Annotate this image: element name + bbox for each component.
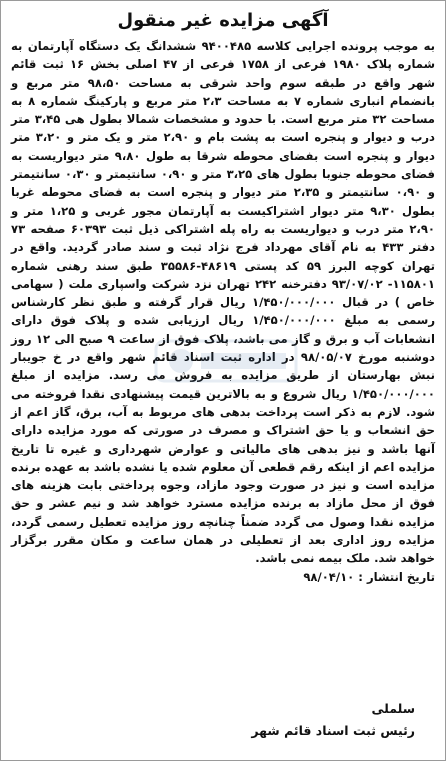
notice-body: به موجب پرونده اجرایی کلاسه ۹۴۰۰۴۸۵ ششدانگ یک دستگاه آپارتمان به شماره پلاک ۱۹۸۰ فرعی از ۱۷۵۸ فرعی از ۴۷ اصلی بخش ۱۶ ثبت قائم شهر واقع در طبقه سوم واحد شرقی به مساحت ۹۸،۵۰ متر مربع و بانضمام انباری شماره ۷ به مساحت ۲،۳ متر مربع و پارکینگ شماره ۸ به مساحت ۳۲ متر مربع است. با حدود و مشخصات شمالا بطول هی ۳،۴۵ متر درب و دیوار و پنجره است به پشت بام و ۲،۹۰ متر و یک متر و ۳،۲۰ متر دیوار و پنجره است بفضای محوطه شرقا به طول ۹،۸۰ متر دیواریست به فضای محوطه جنوبا بطول های ۳،۲۵ متر و ۰،۹۰ سانتیمتر و ۰،۳۰ سانتیمتر و ۰،۹۰ سانتیمتر و ۲،۳۵ متر دیوار و پنجره است به فضای محوطه غربا بطول ۹،۳۰ متر دیوار اشتراکیست به آپارتمان مجور غربی و ۱،۲۵ متر و ۲،۹۰ متر درب و دیواریست به راه پله اشتراکی ذیل ثبت ۶۰۳۹۳ صفحه ۷۳ دفتر ۴۳۳ به نام آقای مهرداد فرج نژاد ثبت و سند صادر گردید. واقع در تهران کوچه البرز ۵۹ کد پستی ۴۸۶۱۹-۳۵۵۸۶ طبق سند رهنی شماره ۱۱۵۸۰۱- ۹۳/۰۷/۰۲ دفترخنه ۲۴۲ تهران نزد شرکت واسپاری ملت ( سهامی خاص ) در قبال ۱/۴۵۰/۰۰۰/۰۰۰ ریال قرار گرفته و طبق نظر کارشناس رسمی به مبلغ ۱/۴۵۰/۰۰۰/۰۰۰ ریال ارزیابی شده و پلاک فوق دارای انشعابات آب و برق و گاز می باشد، پلاک فوق از ساعت ۹ صبح الی ۱۲ روز دوشنبه مورخ ۹۸/۰۵/۰۷ در اداره ثبت اسناد قائم شهر واقع در خ جویبار نبش بهارستان از طریق مزایده به فروش می رسد. مزایده از مبلغ ۱/۴۵۰/۰۰۰/۰۰۰ ریال شروع و به بالاترین قیمت پیشنهادی نقدا فروخته می شود. لازم به ذکر است پرداخت بدهی های مربوط به آب، برق، گاز اعم از حق انشعاب و یا حق اشتراک و مصرف در صورتی که مورد مزایده دارای آنها باشد و نیز بدهی های مالیاتی و عوارض شهرداری و غیره تا تاریخ مزایده اعم از اینکه رقم قطعی آن معلوم شده یا نشده باشد به عهده برنده مزایده است و نیز در صورت وجود مازاد، وجوه پرداختی بابت هزینه های فوق از محل مازاد به برنده مزایده مسترد خواهد شد و نیم عشر و حق مزایده نقدا وصول می گردد ضمناً چنانچه روز مزایده تعطیل رسمی گردد، مزایده روز اداری بعد از تعطیلی در همان ساعت و مکان مقرر برگزار خواهد شد. ملک بیمه نمی باشد.: [11, 39, 436, 566]
signature-block: [251, 698, 415, 742]
signer-name: سلملی: [371, 701, 415, 716]
publication-date: تاریخ انتشار : ۹۸/۰۴/۱۰: [303, 569, 435, 584]
notice-title: آگهی مزایده غیر منقول: [117, 10, 329, 31]
signer-title: رئیس ثبت اسناد قائم شهر: [251, 723, 415, 738]
